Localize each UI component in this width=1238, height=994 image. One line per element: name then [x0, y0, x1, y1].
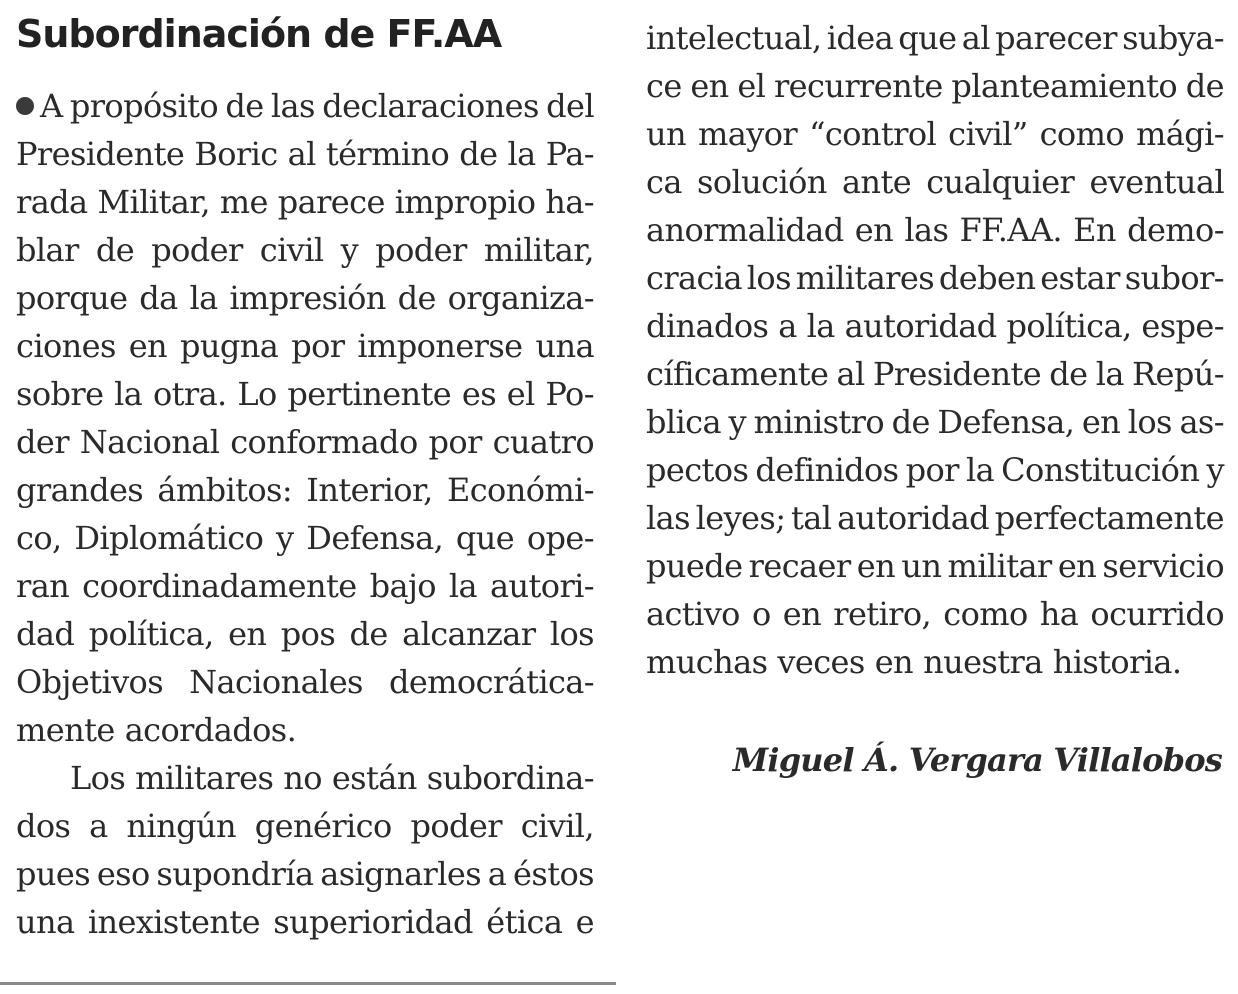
text-line: mente acordados. [16, 711, 297, 749]
text-line: cíficamente al Presidente de la Repú- [646, 355, 1224, 393]
text-line: dad política, en pos de alcanzar los [16, 615, 594, 653]
text-line: ca solución ante cualquier eventual [646, 163, 1224, 201]
text-line: Presidente Boric al término de la Pa- [16, 135, 594, 173]
text-line: blica y ministro de Defensa, en los as- [646, 403, 1224, 441]
text-line: una inexistente superioridad ética e [16, 903, 594, 941]
bullet-icon [16, 97, 34, 115]
text-line: activo o en retiro, como ha ocurrido [646, 595, 1224, 633]
letter-body-left-column [16, 82, 594, 946]
text-line: dinados a la autoridad política, espe- [646, 307, 1224, 345]
text-line: sobre la otra. Lo pertinente es el Po- [16, 375, 594, 413]
bottom-rule [0, 982, 616, 985]
text-line: las leyes; tal autoridad perfectamente [646, 499, 1224, 537]
text-line: A propósito de las declaraciones del [16, 82, 594, 130]
text-line: porque da la impresión de organiza- [16, 279, 594, 317]
author-signature: Miguel Á. Vergara Villalobos [732, 741, 1222, 779]
letter-body-right-column [646, 14, 1224, 686]
text-line: ciones en pugna por imponerse una [16, 327, 594, 365]
text-line: rada Militar, me parece impropio ha- [16, 183, 594, 221]
text-line: Los militares no están subordina- [70, 759, 594, 797]
text-line: co, Diplomático y Defensa, que ope- [16, 519, 594, 557]
text-line: pues eso supondría asignarles a éstos [16, 855, 594, 893]
text-line: puede recaer en un militar en servicio [646, 547, 1224, 585]
text-line: blar de poder civil y poder militar, [16, 231, 594, 269]
text-line: anormalidad en las FF.AA. En demo- [646, 211, 1224, 249]
text-line: pectos definidos por la Constitución y [646, 451, 1224, 489]
text-line: dos a ningún genérico poder civil, [16, 807, 594, 845]
text-line: der Nacional conformado por cuatro [16, 423, 594, 461]
headline: Subordinación de FF.AA [16, 12, 502, 56]
text-line: grandes ámbitos: Interior, Económi- [16, 471, 594, 509]
text-line: ran coordinadamente bajo la autori- [16, 567, 594, 605]
text-line: muchas veces en nuestra historia. [646, 643, 1182, 681]
text-line: ce en el recurrente planteamiento de [646, 67, 1224, 105]
text-line: cracia los militares deben estar subor- [646, 259, 1224, 297]
text-line: intelectual, idea que al parecer subya- [646, 19, 1224, 57]
text-line: un mayor “control civil” como mági- [646, 115, 1224, 153]
text-line: Objetivos Nacionales democrática- [16, 663, 594, 701]
